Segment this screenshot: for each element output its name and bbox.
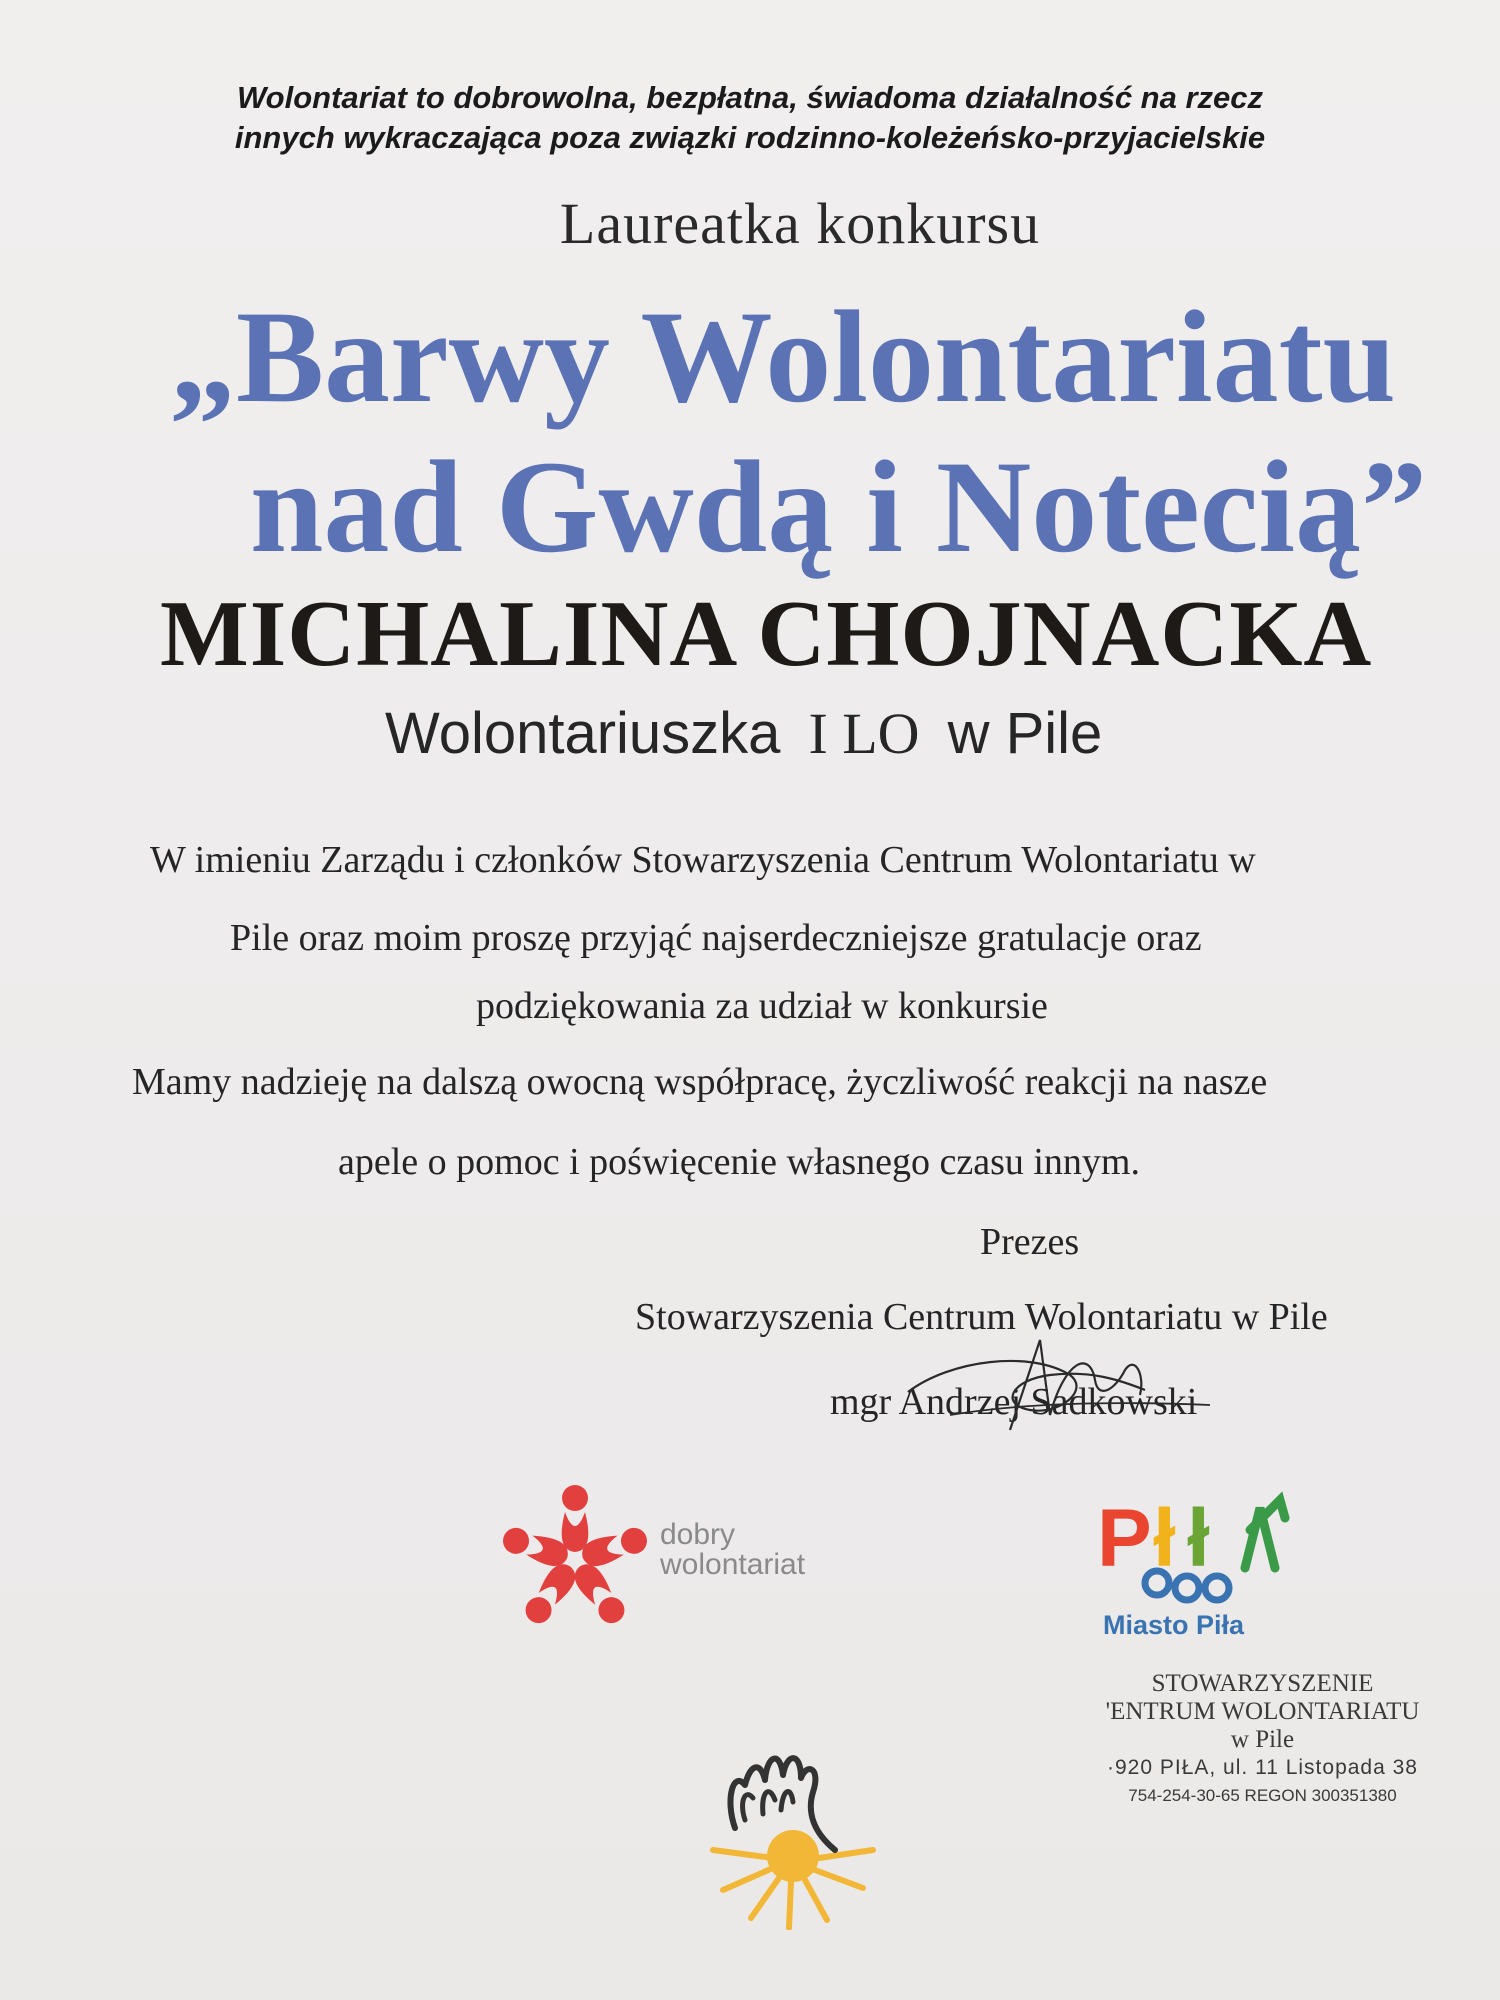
contest-title-line-1: „Barwy Wolontariatu [170,283,1396,430]
pila-caption: Miasto Piła [1103,1610,1245,1640]
motto-line-2: innych wykraczająca poza związki rodzinno-koleżeńsko-przyjacielskie [234,120,1266,155]
stamp-line-2: 'ENTRUM WOLONTARIATU [1105,1698,1420,1725]
stamp-line-5: 754-254-30-65 REGON 300351380 [1128,1786,1397,1805]
dobry-text-line-1: dobry [660,1518,736,1551]
dobry-text-line-2: wolontariat [660,1548,806,1581]
handwritten-signature [890,1320,1230,1450]
body-line-2: Pile oraz moim proszę przyjąć najserdeczniejsze gratulacje oraz [230,917,1202,959]
role-school: I LO [808,701,920,766]
dobry-wolontariat-text [660,1520,805,1580]
svg-text:ł: ł [1153,1493,1176,1584]
laureate-label: Laureatka konkursu [559,191,1041,256]
organization-stamp [1075,1670,1450,1810]
recipient-name: MICHALINA CHOJNACKA [160,582,1373,686]
body-line-3: podziękowania za udział w konkursie [476,985,1048,1027]
stamp-line-3: w Pile [1230,1726,1295,1753]
role-title: Wolontariuszka [385,701,781,766]
hand-sun-logo [695,1740,895,1930]
stamp-line-1: STOWARZYSZENIE [1151,1670,1374,1697]
signer-position: Prezes [980,1221,1080,1263]
recipient-role [385,700,1102,767]
body-line-5: apele o pomoc i poświęcenie własnego czasu innym. [338,1141,1140,1183]
contest-title [170,282,1470,582]
dobry-wolontariat-logo [495,1478,835,1648]
role-city: w Pile [947,701,1103,766]
body-line-1: W imieniu Zarządu i członków Stowarzyszenia Centrum Wolontariatu w [150,839,1256,881]
motto-line-1: Wolontariat to dobrowolna, bezpłatna, świadoma działalność na rzecz [236,80,1264,115]
flower-people-icon [495,1478,665,1648]
svg-text:P: P [1097,1493,1152,1584]
motto [90,78,1410,158]
stamp-line-4: ·920 PIŁA, ul. 11 Listopada 38 [1107,1756,1418,1779]
contest-title-line-2: nad Gwdą i Notecią” [250,433,1428,580]
body-line-4: Mamy nadzieję na dalszą owocną współpracę, życzliwość reakcji na nasze [132,1061,1268,1103]
signer-name: mgr Andrzej Sadkowski [830,1381,1198,1423]
signer-organization: Stowarzyszenia Centrum Wolontariatu w Pile [635,1296,1328,1338]
svg-text:ł: ł [1187,1493,1210,1584]
